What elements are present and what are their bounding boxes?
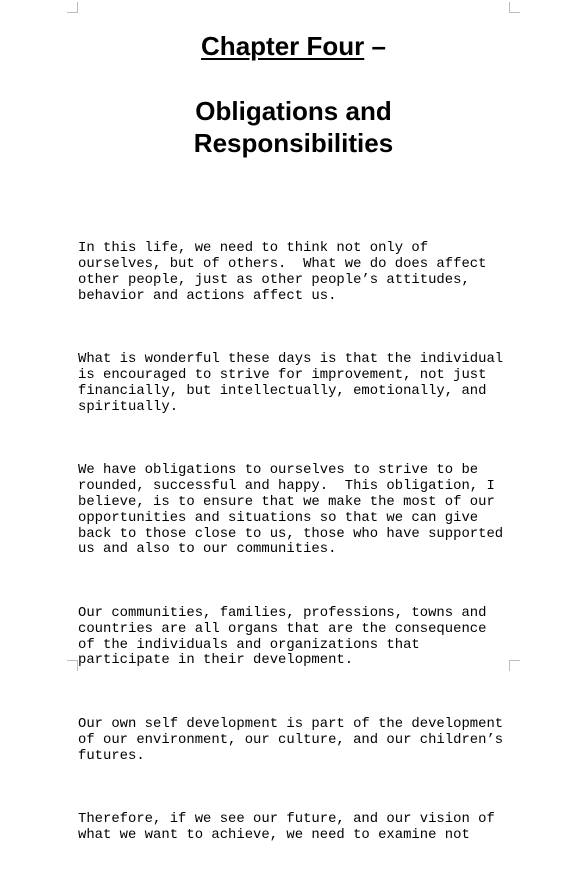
chapter-dash: – — [364, 31, 386, 61]
chapter-label: Chapter Four — [201, 31, 365, 61]
paragraph: We have obligations to ourselves to strive to be rounded, successful and happy. This obligation, I believe, is to ensure that we make the most of our opportunities and situations so that we can give back to those close to us, those who have supported us and also to our communities. — [78, 461, 504, 558]
paragraph: Our own self development is part of the development of our environment, our culture, and our children’s futures. — [78, 715, 504, 764]
subtitle-line-2: Responsibilities — [193, 128, 394, 158]
body-text — [78, 209, 518, 891]
paragraph: In this life, we need to think not only of ourselves, but of others. What we do does affect other people, just as other people’s attitudes, behavior and actions affect us. — [78, 239, 487, 304]
page-corner-mark-bottom-left — [67, 660, 78, 671]
chapter-heading — [0, 30, 577, 62]
page-corner-mark-top-left — [67, 2, 78, 13]
chapter-subtitle — [0, 95, 577, 159]
paragraph: Our communities, families, professions, towns and countries are all organs that are the consequence of the individuals and organizations that participate in their development. — [78, 604, 487, 669]
paragraph: What is wonderful these days is that the individual is encouraged to strive for improvement, not just financially, but intellectually, emotionally, and spiritually. — [78, 350, 504, 415]
page-corner-mark-top-right — [509, 2, 520, 13]
paragraph: Therefore, if we see our future, and our vision of what we want to achieve, we need to examine not — [78, 810, 495, 843]
subtitle-line-1: Obligations and — [195, 96, 392, 126]
